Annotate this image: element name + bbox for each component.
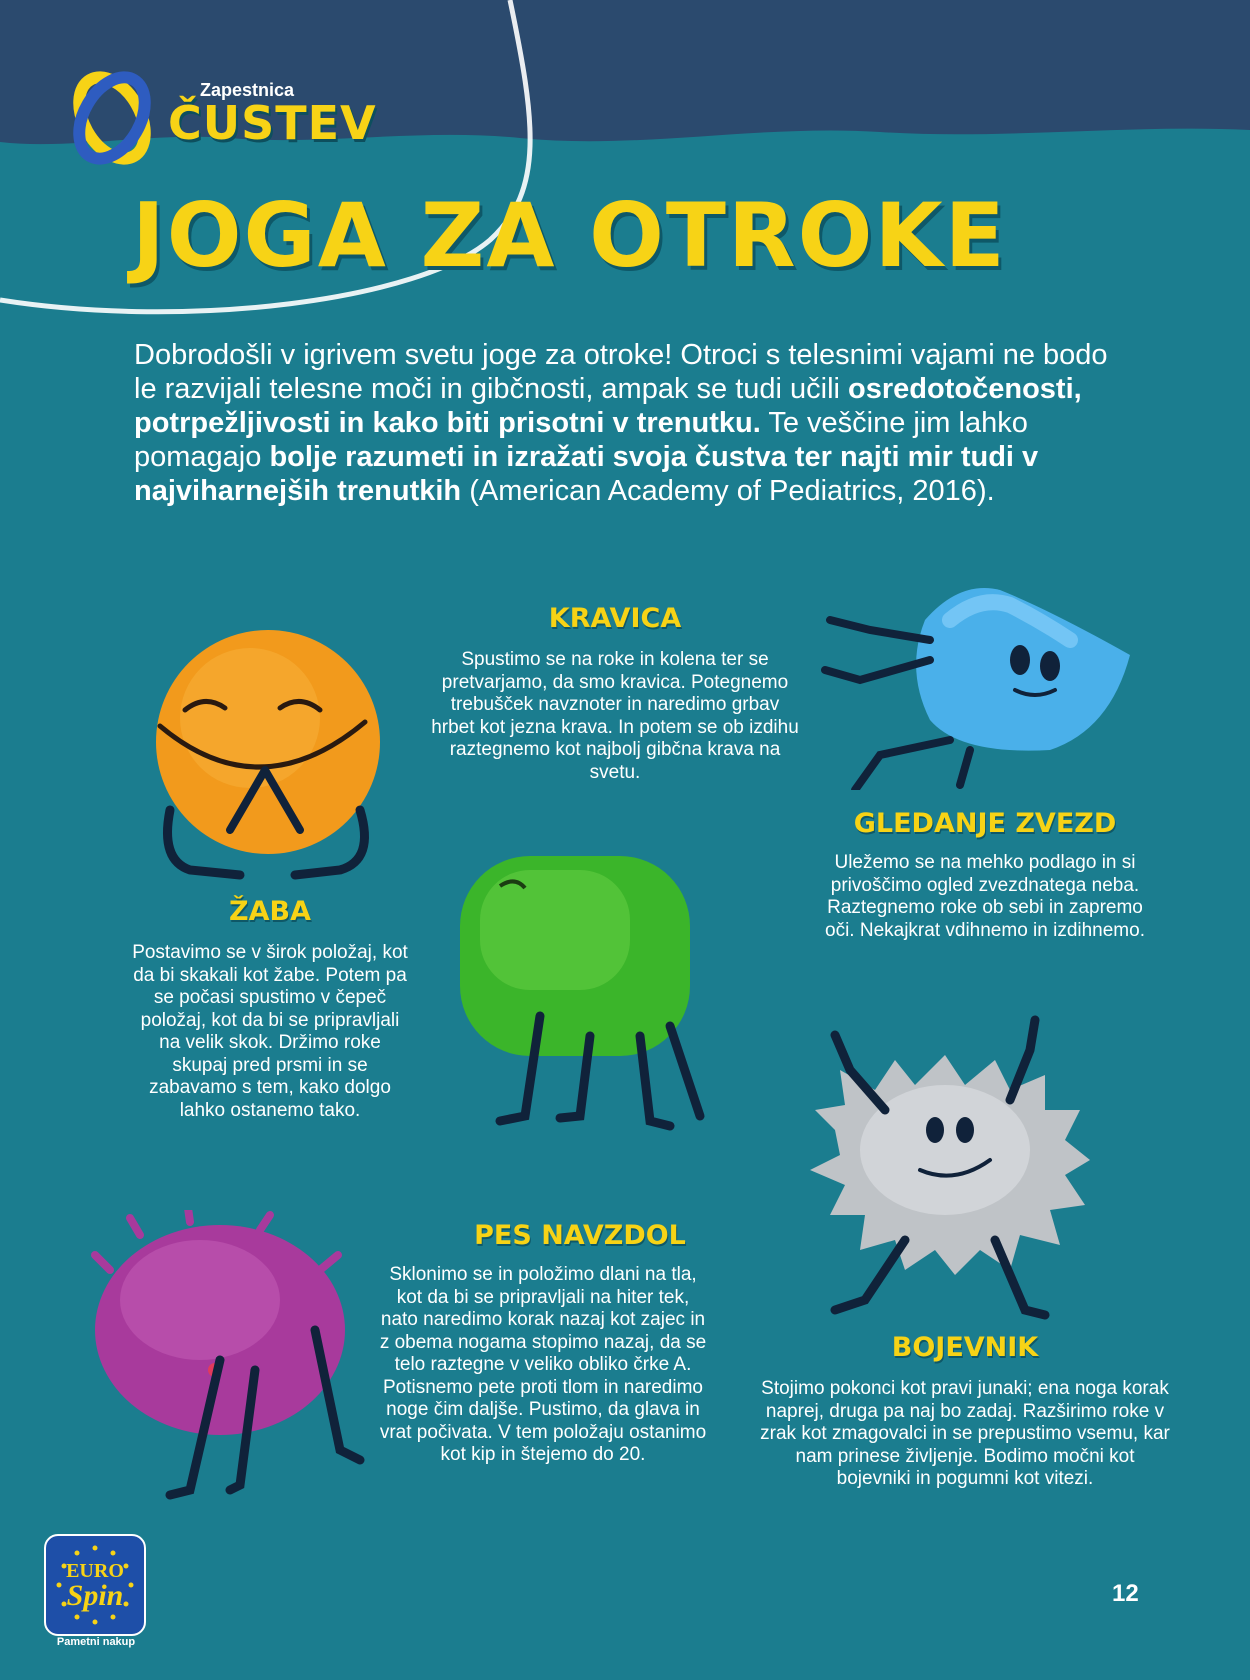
gledanje-zvezd-title: GLEDANJE ZVEZD — [853, 808, 1117, 839]
warrior-pose-character-icon — [795, 1010, 1105, 1330]
logo-tagline: Pametni nakup — [56, 1636, 136, 1648]
zaba-title: ŽABA — [229, 896, 311, 927]
kravica-text: Spustimo se na roke in kolena ter se pretvarjamo, da smo kravica. Potegnemo trebušček navznoter in naredimo grbav hrbet kot jezna krava. In potem se ob izdihu raztegnemo kot najbolj gibčna krava na svetu. — [431, 649, 799, 783]
pes-navzdol-text: Sklonimo se in položimo dlani na tla, kot da bi se pripravljali na hiter tek, nato naredimo korak nazaj kot zajec in z obema nogama stopimo nazaj, da se telo raztegne v veliko obliko črke A. Potisnemo pete proti tlom in naredimo noge čim daljše. Pustimo, da glava in vrat počivata. V tem položaju ostanimo kot kip in štejemo do 20. — [379, 1264, 707, 1465]
intro-text-2: Te veščine jim lahko pomagajo — [134, 407, 1028, 473]
intro-paragraph — [134, 338, 1114, 508]
intro-bold-2: bolje razumeti in izražati svoja čustva ter najti mir tudi v najviharnejših trenutkih — [134, 441, 1039, 507]
page-number: 12 — [1112, 1580, 1139, 1607]
page-title: JOGA ZA OTROKE — [132, 184, 1007, 287]
brand-subtitle: Zapestnica — [200, 80, 295, 100]
bojevnik-text: Stojimo pokonci kot pravi junaki; ena noga korak naprej, druga pa naj bo zadaj. Razširimo roke v zrak kot zmagovalci in se prepustimo vsemu, kar nam prinese življenje. Bodimo močni kot bojevniki in pogumni kot vitezi. — [760, 1378, 1170, 1489]
pes-navzdol-title: PES NAVZDOL — [474, 1220, 686, 1251]
logo-euro-text: EURO — [66, 1560, 124, 1582]
cow-pose-character-icon — [440, 846, 710, 1136]
bracelet-logo-icon — [62, 66, 162, 170]
stargazing-pose-character-icon — [810, 580, 1140, 790]
gledanje-zvezd-text: Uležemo se na mehko podlago in si privoščimo ogled zvezdnatega neba. Raztegnemo roke ob sebi in zapremo oči. Nekajkrat vdihnemo in izdihnemo. — [825, 852, 1145, 941]
brand-title: ČUSTEV — [168, 96, 377, 150]
logo-spin-text: Spin — [66, 1579, 124, 1612]
bojevnik-title: BOJEVNIK — [891, 1332, 1039, 1363]
intro-bold-1: osredotočenosti, potrpežljivosti in kako biti prisotni v trenutku. — [134, 373, 1082, 439]
downward-dog-pose-character-icon — [90, 1210, 380, 1500]
intro-text-3: (American Academy of Pediatrics, 2016). — [461, 475, 995, 507]
kravica-title: KRAVICA — [548, 603, 682, 634]
frog-pose-character-icon — [130, 630, 410, 890]
zaba-text: Postavimo se v širok položaj, kot da bi skakali kot žabe. Potem pa se počasi spustimo v čepeč položaj, kot da bi se pripravljali na velik skok. Držimo roke skupaj pred prsmi in se zabavamo s tem, kako dolgo lahko ostanemo tako. — [132, 942, 408, 1121]
intro-text-1: Dobrodošli v igrivem svetu joge za otroke! Otroci s telesnimi vajami ne bodo le razvijali telesne moči in gibčnosti, ampak se tudi učili — [134, 339, 1108, 405]
eurospin-logo — [44, 1534, 146, 1636]
